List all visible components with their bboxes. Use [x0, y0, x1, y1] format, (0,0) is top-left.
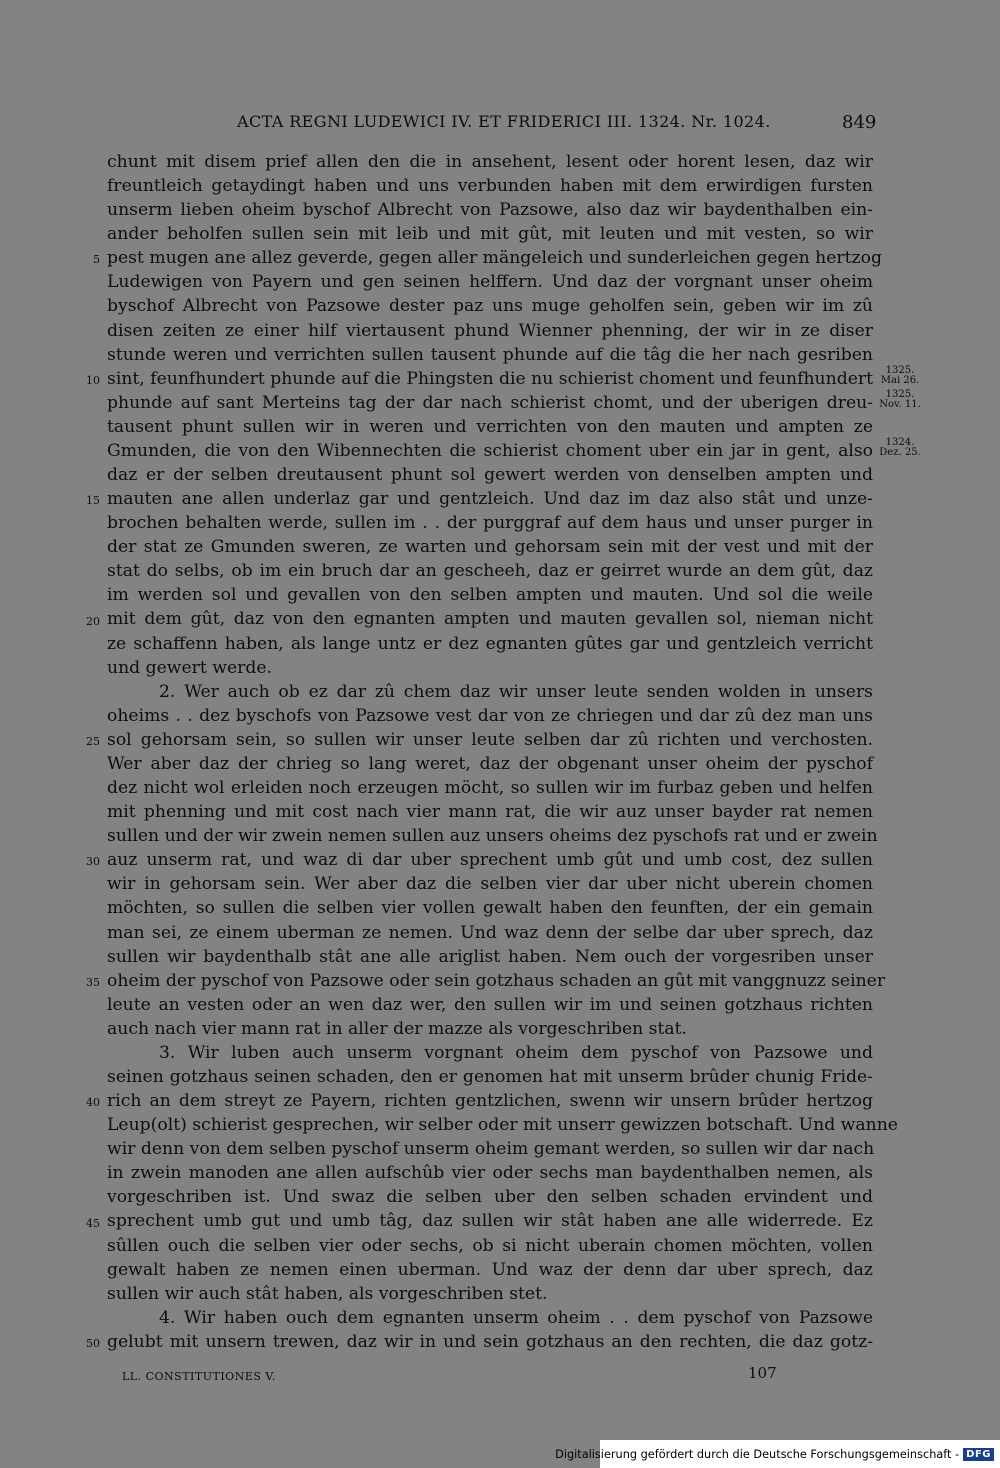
margin-date-note [874, 438, 926, 458]
text-line: phunde auf sant Merteins tag der dar nach schierist chomt, und der uberigen dreu- [107, 392, 873, 413]
footer-series-title: LL. CONSTITUTIONES V. [122, 1370, 276, 1383]
text-line: man sei, ze einem uberman ze nemen. Und waz denn der selbe dar uber sprech, daz [107, 922, 873, 943]
text-line: mauten ane allen underlaz gar und gentzleich. Und daz im daz also stât und unze- [107, 489, 873, 510]
text-line: und gewert werde. [107, 657, 272, 678]
text-line: freuntleich getaydingt haben und uns verbunden haben mit dem erwirdigen fursten [107, 176, 873, 197]
text-line: wir in gehorsam sein. Wer aber daz die selben vier dar uber nicht uberein chomen [107, 874, 873, 895]
text-line: oheim der pyschof von Pazsowe oder sein gotzhaus schaden an gût mit vanggnuzz seiner [107, 970, 886, 991]
text-line: sûllen ouch die selben vier oder sechs, ob si nicht uberain chomen möchten, vollen [107, 1235, 873, 1256]
text-line: Leup(olt) schierist gesprechen, wir selber oder mit unserr gewizzen botschaft. Und wanne [107, 1115, 898, 1136]
line-number: 45 [86, 1216, 100, 1230]
text-line: auz unserm rat, und waz di dar uber sprechent umb gût und umb cost, dez sullen [107, 850, 873, 871]
text-line: der stat ze Gmunden sweren, ze warten und gehorsam sein mit der vest und mit der [107, 537, 873, 558]
margin-date-day: Dez. 25. [879, 446, 921, 458]
body-text [107, 150, 898, 1354]
text-line: disen zeiten ze einer hilf viertausent phund Wienner phenning, der wir in ze diser [107, 320, 873, 341]
text-line: byschof Albrecht von Pazsowe dester paz uns muge geholfen sein, geben wir im zû [107, 296, 873, 317]
attribution-text: Digitalisierung gefördert durch die Deutsche Forschungsgemeinschaft - [555, 1447, 960, 1461]
text-line: gelubt mit unsern trewen, daz wir in und sein gotzhaus an den rechten, die daz gotz- [107, 1331, 873, 1352]
line-number: 20 [86, 614, 100, 628]
text-line: gewalt haben ze nemen einen uberman. Und waz der denn dar uber sprech, daz [107, 1259, 873, 1280]
text-line: chunt mit disem prief allen den die in ansehent, lesent oder horent lesen, daz wir [107, 152, 873, 172]
margin-date-year: 1325. [885, 364, 915, 376]
text-line: im werden sol und gevallen von den selben ampten und mauten. Und sol die weile [107, 585, 873, 606]
text-line: pest mugen ane allez geverde, gegen aller mängeleich und sunderleichen gegen hertzog [107, 248, 882, 269]
text-line: Ludewigen von Payern und gen seinen helffern. Und daz der vorgnant unser oheim [107, 272, 873, 293]
text-line: mit phenning und mit cost nach vier mann rat, die wir auz unser bayder rat nemen [107, 802, 873, 823]
line-number: 5 [93, 253, 100, 267]
line-number: 35 [86, 975, 100, 989]
text-line: rich an dem streyt ze Payern, richten gentzlichen, swenn wir unsern brûder hertzog [107, 1091, 873, 1112]
margin-date-day: Mai 26. [880, 374, 920, 386]
text-line: möchten, so sullen die selben vier vollen gewalt haben den feunften, der ein gemain [107, 898, 873, 919]
paragraph-start-line: 4. Wir haben ouch dem egnanten unserm oheim . . dem pyschof von Pazsowe [159, 1307, 873, 1328]
running-head: ACTA REGNI LUDEWICI IV. ET FRIDERICI III. 1324. Nr. 1024. [237, 112, 771, 131]
text-line: tausent phunt sullen wir in weren und verrichten von den mauten und ampten ze [107, 416, 873, 437]
line-number: 15 [86, 494, 100, 508]
attribution-bar [555, 1440, 1000, 1468]
text-line: sint, feunfhundert phunde auf die Phingsten die nu schierist choment und feunfhundert [107, 368, 873, 389]
text-line: seinen gotzhaus seinen schaden, den er genomen hat mit unserm brûder chunig Fride- [107, 1066, 873, 1087]
margin-date-day: Nov. 11. [879, 398, 921, 410]
paragraph-start-line: 2. Wer auch ob ez dar zû chem daz wir unser leute senden wolden in unsers [159, 681, 873, 702]
line-number: 10 [86, 373, 100, 387]
margin-date-year: 1325. [885, 388, 915, 400]
paragraph-start-line: 3. Wir luben auch unserm vorgnant oheim dem pyschof von Pazsowe und [159, 1042, 873, 1063]
text-line: vorgeschriben ist. Und swaz die selben uber den selben schaden ervindent und [107, 1187, 873, 1208]
text-line: wir denn von dem selben pyschof unserm oheim gemant werden, so sullen wir dar nach [107, 1139, 875, 1160]
text-line: daz er der selben dreutausent phunt sol gewert werden von denselben ampten und [107, 465, 873, 486]
text-line: stat do selbs, ob im ein bruch dar an gescheeh, daz er geirret wurde an dem gût, daz [107, 561, 873, 582]
text-line: brochen behalten werde, sullen im . . der purggraf auf dem haus und unser purger in [107, 513, 873, 534]
text-line: unserm lieben oheim byschof Albrecht von Pazsowe, also daz wir baydenthalben ein- [107, 200, 873, 221]
text-line: sprechent umb gut und umb tâg, daz sullen wir stât haben ane alle widerrede. Ez [107, 1211, 873, 1232]
text-line: leute an vesten oder an wen daz wer, den sullen wir im und seinen gotzhaus richten [107, 994, 873, 1015]
text-line: mit dem gût, daz von den egnanten ampten und mauten gevallen sol, nieman nicht [107, 609, 873, 630]
text-line: Gmunden, die von den Wibennechten die schierist choment uber ein jar in gent, also [107, 440, 873, 461]
text-line: sullen wir baydenthalb stât ane alle ariglist haben. Nem ouch der vorgesriben unser [107, 946, 873, 967]
margin-date-note [874, 390, 926, 410]
text-line: ander beholfen sullen sein mit leib und mit gût, mit leuten und mit vesten, so wir [107, 224, 873, 245]
text-line: Wer aber daz der chrieg so lang weret, daz der obgenant unser oheim der pyschof [107, 753, 873, 774]
line-number: 25 [86, 734, 100, 748]
margin-date-year: 1324. [885, 436, 915, 448]
text-line: oheims . . dez byschofs von Pazsowe vest dar von ze chriegen und dar zû dez man uns [107, 705, 873, 726]
text-line: in zwein manoden ane allen aufschûb vier oder sechs man baydenthalben nemen, als [107, 1163, 873, 1184]
line-number: 40 [86, 1096, 100, 1110]
text-line: sullen wir auch stât haben, als vorgeschriben stet. [107, 1283, 548, 1304]
line-number: 30 [86, 855, 100, 869]
footer-signature: 107 [748, 1364, 777, 1382]
margin-date-note [874, 366, 926, 386]
line-number: 50 [86, 1336, 100, 1350]
text-line: auch nach vier mann rat in aller der mazze als vorgeschriben stat. [107, 1018, 688, 1039]
dfg-logo: DFG [963, 1448, 994, 1461]
text-line: ze schaffenn haben, als lange untz er dez egnanten gûtes gar und gentzleich verricht [107, 633, 873, 654]
text-line: sullen und der wir zwein nemen sullen auz unsers oheims dez pyschofs rat und er zwein [107, 826, 878, 847]
text-line: stunde weren und verrichten sullen tausent phunde auf die tâg die her nach gesriben [107, 344, 873, 365]
text-line: sol gehorsam sein, so sullen wir unser leute selben dar zû richten und verchosten. [107, 729, 873, 750]
page-number: 849 [842, 112, 877, 133]
text-line: dez nicht wol erleiden noch erzeugen möcht, so sullen wir im furbaz geben und helfen [107, 778, 873, 799]
